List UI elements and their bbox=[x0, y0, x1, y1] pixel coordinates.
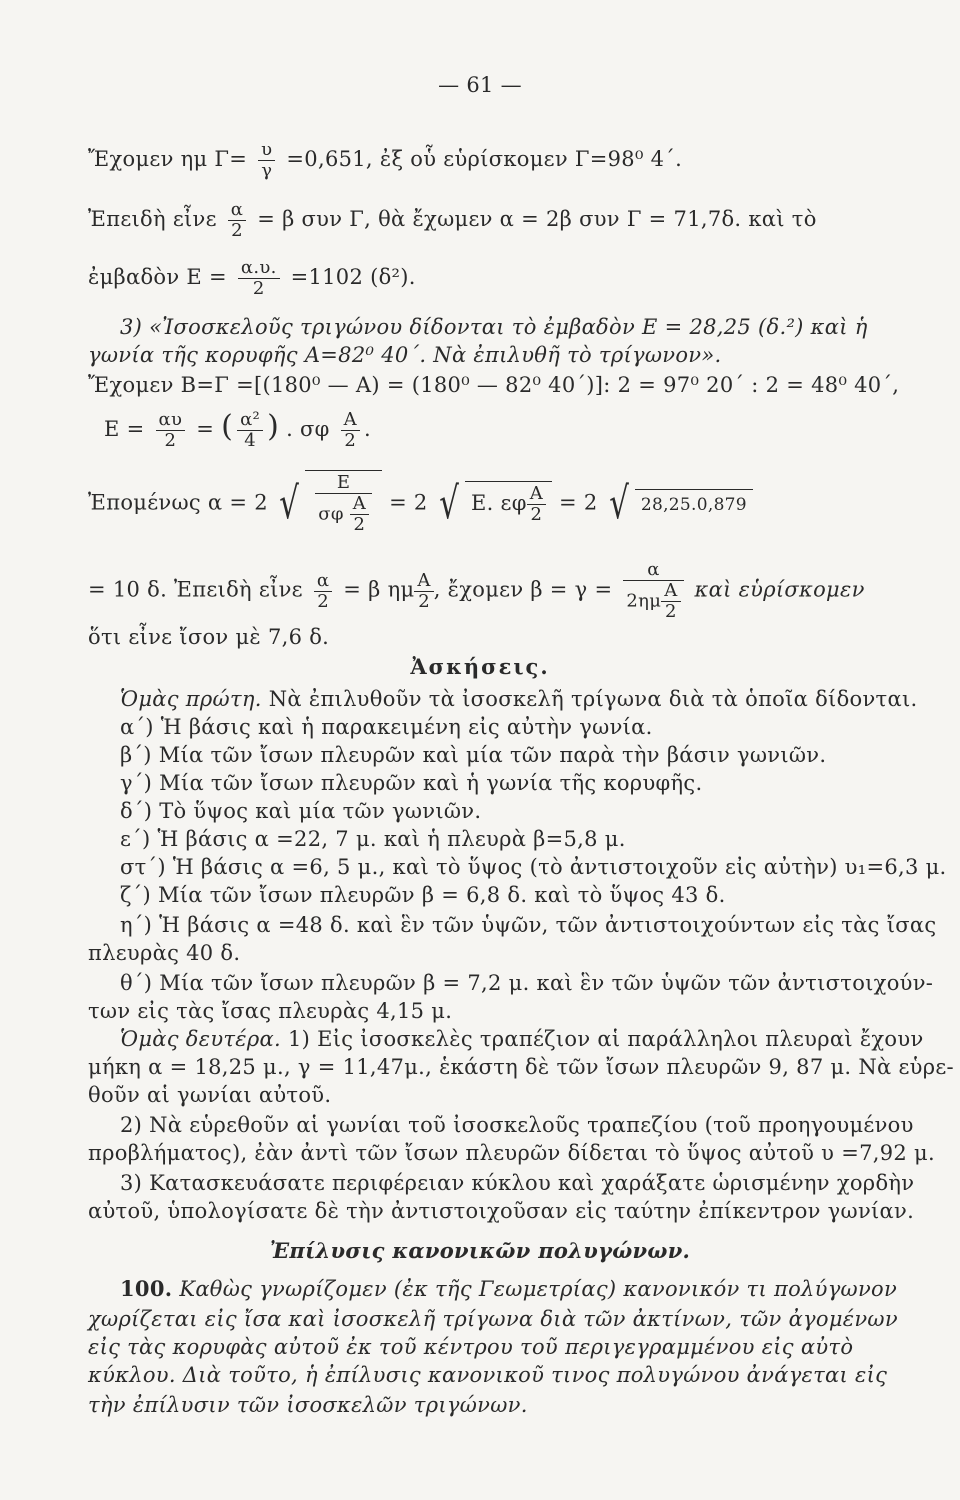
group2-p1-line2: μήκη α = 18,25 μ., γ = 11,47μ., ἑκάστη δὲ τῶν ἴσων πλευρῶν 9, 87 μ. Νὰ εὑρε- bbox=[88, 1055, 954, 1079]
section-100-line5: τὴν ἐπίλυσιν τῶν ἰσοσκελῶν τριγώνων. bbox=[88, 1393, 528, 1417]
group2-p1-line1: Ὁμὰς δευτέρα. 1) Εἰς ἰσοσκελὲς τραπέζιον αἱ παράλληλοι πλευραὶ ἔχουν bbox=[120, 1027, 924, 1051]
section-100-line3: εἰς τὰς κορυφὰς αὐτοῦ ἐκ τοῦ κέντρου τοῦ περιγεγραμμένου εἰς αὐτὸ bbox=[88, 1335, 854, 1359]
section-100-line1: 100. Καθὼς γνωρίζομεν (ἐκ τῆς Γεωμετρίας) κανονικόν τι πολύγωνον bbox=[120, 1276, 898, 1301]
section-number: 100. bbox=[120, 1276, 173, 1301]
eq3-fraction: $\frac{\alpha.\upsilon.}{2}$ bbox=[238, 258, 280, 299]
eq1-lhs: Ἔχομεν ημ Γ= bbox=[88, 147, 248, 171]
exercise-stigma: στ΄) Ἡ βάσις α =6, 5 μ., καὶ τὸ ὕψος (τὸ ἀντιστοιχοῦν εἰς αὐτὴν) υ₁=6,3 μ. bbox=[120, 855, 947, 879]
exercise-beta: β΄) Μία τῶν ἴσων πλευρῶν καὶ μία τῶν παρὰ τὴν βάσιν γωνιῶν. bbox=[120, 743, 827, 767]
exercise-gamma: γ΄) Μία τῶν ἴσων πλευρῶν καὶ ἡ γωνία τῆς κορυφῆς. bbox=[120, 771, 703, 795]
group2-p2-line1: 2) Νὰ εὑρεθοῦν αἱ γωνίαι τοῦ ἰσοσκελοῦς τραπεζίου (τοῦ προηγουμένου bbox=[120, 1113, 914, 1137]
equation-angles: Ἔχομεν Β=Γ =[(180⁰ — Α) = (180⁰ — 82⁰ 40΄)]: 2 = 97⁰ 20΄ : 2 = 48⁰ 40΄, bbox=[88, 373, 900, 397]
exercise-alpha: α΄) Ἡ βάσις καὶ ἡ παρακειμένη εἰς αὐτὴν γωνία. bbox=[120, 715, 653, 739]
equation-sides-b-c: = 10 δ. Ἐπειδὴ εἶνε $\frac{\alpha}{2}$ = β ημ $\frac{A}{2}$ , ἔχομεν β = γ = α 2ημ $\frac{A}{2}$ καὶ εὑρίσκομεν bbox=[88, 559, 865, 622]
group1-intro: Ὁμὰς πρώτη. Νὰ ἐπιλυθοῦν τὰ ἰσοσκελῆ τρίγωνα διὰ τὰ ὁποῖα δίδονται. bbox=[120, 687, 918, 711]
equation-side-a: Ἐπειδὴ εἶνε $\frac{\alpha}{2}$ = β συν Γ, θὰ ἔχωμεν α = 2β συν Γ = 71,7δ. καὶ τὸ bbox=[88, 199, 817, 241]
section-100-line4: κύκλου. Διὰ τοῦτο, ἡ ἐπίλυσις κανονικοῦ τινος πολυγώνου ἀνάγεται εἰς bbox=[88, 1363, 888, 1387]
sqrt-1: Ε σφ $\frac{A}{2}$ bbox=[305, 470, 382, 535]
exercise-zeta: ζ΄) Μία τῶν ἴσων πλευρῶν β = 6,8 δ. καὶ τὸ ὕψος 43 δ. bbox=[120, 883, 726, 907]
equation-sin-gamma bbox=[88, 140, 682, 181]
section-100-line2: χωρίζεται εἰς ἴσα καὶ ἰσοσκελῆ τρίγωνα διὰ τῶν ἀκτίνων, τῶν ἀγομένων bbox=[88, 1307, 898, 1331]
eq2-fraction: $\frac{\alpha}{2}$ bbox=[228, 200, 246, 241]
exercise-delta: δ΄) Τὸ ὕψος καὶ μία τῶν γωνιῶν. bbox=[120, 799, 482, 823]
equation-area-formula: Ε = $\frac{\alpha\upsilon}{2}$ = ( $\frac{\text{α²}}{4}$ ) . σφ $\frac{A}{2}$ . bbox=[104, 409, 371, 451]
equation-side-a-sqrt: Ἐπομένως α = 2 √ Ε σφ $\frac{A}{2}$ = 2 √ Ε. εφ $\frac{A}{2}$ = 2 √ 28,25.0,879 bbox=[88, 470, 753, 535]
page-number: — 61 — bbox=[438, 73, 522, 97]
exercise-theta-cont: των εἰς τὰς ἴσας πλευρὰς 4,15 μ. bbox=[88, 999, 453, 1023]
sqrt-2: Ε. εφ $\frac{A}{2}$ bbox=[465, 481, 552, 525]
exercise-eta-cont: πλευρὰς 40 δ. bbox=[88, 941, 241, 965]
equation-area: ἐμβαδὸν Ε = $\frac{\alpha.\upsilon.}{2}$ =1102 (δ²). bbox=[88, 257, 416, 299]
exercise-epsilon: ε΄) Ἡ βάσις α =22, 7 μ. καὶ ἡ πλευρὰ β=5,8 μ. bbox=[120, 827, 626, 851]
heading-regular-polygons: Ἐπίλυσις κανονικῶν πολυγώνων. bbox=[269, 1238, 691, 1263]
problem3-line2: γωνία τῆς κορυφῆς Α=82⁰ 40΄. Νὰ ἐπιλυθῆ τὸ τρίγωνον». bbox=[88, 343, 722, 367]
group2-p3-line1: 3) Κατασκευάσατε περιφέρειαν κύκλου καὶ χαράξατε ὡρισμένην χορδὴν bbox=[120, 1171, 915, 1195]
group2-p1-line3: θοῦν αἱ γωνίαι αὐτοῦ. bbox=[88, 1083, 332, 1107]
group2-p2-line2: προβλήματος), ἐὰν ἀντὶ τῶν ἴσων πλευρῶν δίδεται τὸ ὕψος αὐτοῦ υ =7,92 μ. bbox=[88, 1141, 935, 1165]
result-line: ὅτι εἶνε ἴσον μὲ 7,6 δ. bbox=[88, 625, 330, 649]
exercise-theta: θ΄) Μία τῶν ἴσων πλευρῶν β = 7,2 μ. καὶ ἓν τῶν ὑψῶν τῶν ἀντιστοιχούν- bbox=[120, 971, 934, 995]
exercise-eta: η΄) Ἡ βάσις α =48 δ. καὶ ἓν τῶν ὑψῶν, τῶν ἀντιστοιχούντων εἰς τὰς ἴσας bbox=[120, 913, 937, 937]
heading-exercises: Ἀσκήσεις. bbox=[410, 654, 550, 679]
sqrt-3: 28,25.0,879 bbox=[635, 489, 753, 518]
eq1-fraction: $\frac{\upsilon}{\gamma}$ bbox=[258, 140, 275, 181]
eq1-rhs: =0,651, ἐξ οὗ εὑρίσκομεν Γ=98⁰ 4΄. bbox=[286, 147, 683, 171]
group2-p3-line2: αὐτοῦ, ὑπολογίσατε δὲ τὴν ἀντιστοιχοῦσαν εἰς ταύτην ἐπίκεντρον γωνίαν. bbox=[88, 1199, 915, 1223]
problem3-line1: 3) «Ἰσοσκελοῦς τριγώνου δίδονται τὸ ἐμβαδὸν Ε = 28,25 (δ.²) καὶ ἡ bbox=[120, 315, 868, 339]
